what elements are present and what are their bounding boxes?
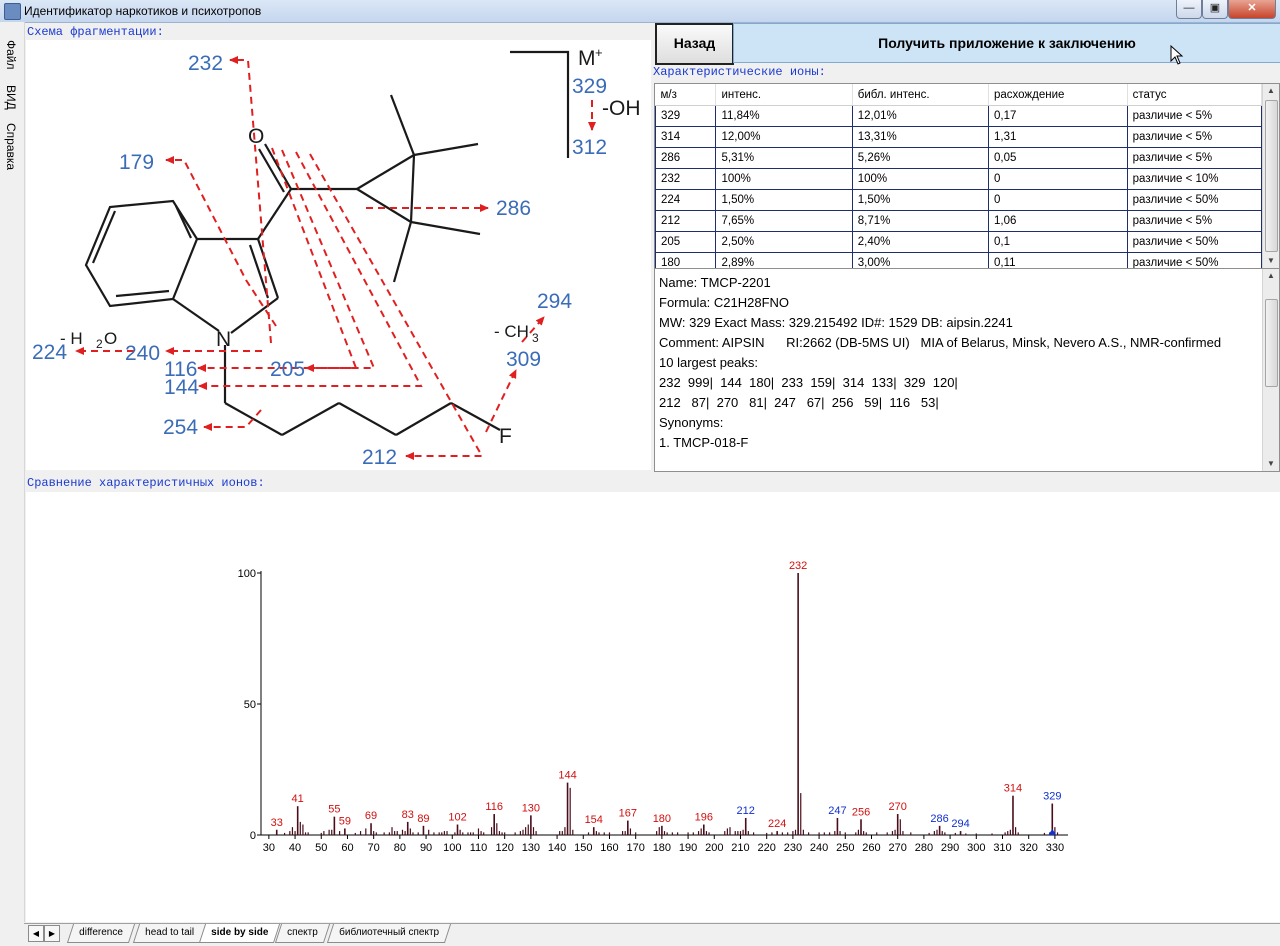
fragmentation-diagram: [26, 40, 651, 470]
peak-label: 247: [828, 804, 847, 817]
column-header[interactable]: интенс.: [716, 84, 852, 106]
x-tick-label: 150: [574, 842, 593, 854]
ion-212-label: 212: [362, 446, 398, 469]
peak-label: 154: [584, 814, 603, 827]
x-tick-label: 300: [967, 842, 986, 854]
x-tick-label: 290: [940, 842, 960, 854]
table-cell: 1,50%: [716, 190, 852, 211]
peak-label: 212: [736, 804, 755, 817]
window-title: Идентификатор наркотиков и психотропов: [24, 4, 262, 18]
table-cell: 7,65%: [716, 211, 852, 232]
peak-label: 256: [851, 806, 871, 819]
table-cell: различие < 5%: [1127, 148, 1261, 169]
x-tick-label: 60: [341, 842, 354, 854]
peak-label: 286: [930, 812, 949, 825]
x-tick-label: 210: [731, 842, 750, 854]
ion-232-label: 232: [188, 52, 224, 75]
info-line: 232 999| 144 180| 233 159| 314 133| 329 120|: [659, 375, 958, 390]
table-row[interactable]: [656, 190, 1262, 211]
table-cell: 13,31%: [852, 127, 988, 148]
table-cell: 205: [656, 232, 716, 253]
table-cell: 100%: [852, 169, 988, 190]
info-line: Synonyms:: [659, 415, 724, 430]
x-tick-label: 140: [547, 842, 567, 854]
x-tick-label: 270: [888, 842, 907, 854]
x-tick-label: 230: [783, 842, 803, 854]
table-cell: 0: [988, 169, 1127, 190]
chart-view-tabs: [24, 923, 1280, 946]
peak-label: 69: [364, 810, 378, 823]
atom-o-label: O: [248, 125, 265, 148]
table-row[interactable]: [656, 169, 1262, 190]
fragmentation-arrows: [76, 60, 592, 456]
peak-label: 144: [558, 769, 577, 782]
scroll-up-arrow-icon[interactable]: ▲: [1267, 271, 1275, 280]
x-tick-label: 40: [288, 842, 302, 854]
scroll-down-arrow-icon[interactable]: ▼: [1267, 459, 1275, 468]
x-tick-label: 320: [1019, 842, 1038, 854]
table-cell: различие < 10%: [1127, 169, 1261, 190]
info-line: Name: TMCP-2201: [659, 275, 771, 290]
table-cell: различие < 50%: [1127, 190, 1261, 211]
table-cell: 1,06: [988, 211, 1127, 232]
ion-116-label: 116: [164, 358, 198, 381]
table-cell: 2,50%: [716, 232, 852, 253]
peak-label: 102: [448, 811, 467, 824]
table-row[interactable]: [656, 106, 1262, 127]
x-tick-label: 250: [836, 842, 855, 854]
app-icon: [4, 3, 21, 20]
table-cell: 0,1: [988, 232, 1127, 253]
peak-label: 180: [652, 812, 672, 825]
ion-224-label: 224: [32, 341, 68, 364]
column-header[interactable]: расхождение: [988, 84, 1127, 106]
info-line: Formula: C21H28FNO: [659, 295, 790, 310]
ion-240-label: 240: [125, 342, 161, 365]
table-cell: 1,50%: [852, 190, 988, 211]
table-cell: различие < 5%: [1127, 106, 1261, 127]
info-panel-scrollbar[interactable]: [1262, 269, 1279, 471]
tab-head-to-tail[interactable]: head to tail: [133, 924, 206, 943]
scroll-up-arrow-icon[interactable]: ▲: [1267, 86, 1275, 95]
x-tick-label: 200: [705, 842, 724, 854]
fragment-labels: [32, 52, 607, 469]
back-button[interactable]: Назад: [655, 23, 734, 65]
ion-312-label: 312: [572, 136, 608, 159]
column-header[interactable]: м/з: [656, 84, 716, 106]
molecule-structure: [86, 95, 500, 435]
column-header[interactable]: библ. интенс.: [852, 84, 988, 106]
peak-label: 116: [485, 801, 503, 814]
peak-label: 59: [338, 815, 351, 828]
ion-286-label: 286: [496, 197, 532, 220]
peak-label: 294: [951, 818, 970, 831]
tab-side-by-side[interactable]: side by side: [199, 924, 280, 943]
mouse-cursor-icon: [1170, 45, 1184, 65]
peak-label: 270: [888, 801, 907, 814]
characteristic-ions-table: [654, 83, 1280, 269]
compound-info-panel: [654, 268, 1280, 472]
peak-label: 55: [328, 803, 341, 816]
minimize-button[interactable]: —: [1176, 0, 1202, 19]
x-tick-label: 80: [393, 842, 406, 854]
table-cell: 8,71%: [852, 211, 988, 232]
m-plus-label: M: [578, 47, 596, 70]
scheme-section-label: Схема фрагментации:: [27, 25, 164, 39]
vertical-menu-bar: [0, 22, 25, 922]
peak-label: 196: [694, 811, 713, 824]
loss-h2o-suffix: O: [104, 329, 118, 348]
table-row[interactable]: [656, 127, 1262, 148]
table-cell: 0,11: [988, 253, 1127, 270]
x-tick-label: 90: [419, 842, 433, 854]
mass-spectrum-chart: [26, 492, 1280, 922]
table-cell: 212: [656, 211, 716, 232]
atom-n-label: N: [216, 328, 232, 351]
m-plus-charge: +: [595, 45, 603, 60]
x-tick-label: 240: [809, 842, 829, 854]
table-cell: различие < 50%: [1127, 253, 1261, 270]
menu-view[interactable]: ВИД: [4, 85, 18, 110]
y-tick-label: 50: [243, 699, 256, 711]
x-tick-label: 30: [262, 842, 275, 854]
x-tick-label: 330: [1045, 842, 1065, 854]
info-line: MW: 329 Exact Mass: 329.215492 ID#: 1529 DB: aipsin.2241: [659, 315, 1013, 330]
loss-ch3-sub: 3: [532, 331, 539, 345]
table-cell: 180: [656, 253, 716, 270]
x-tick-label: 130: [521, 842, 541, 854]
ion-254-label: 254: [163, 416, 199, 439]
peak-label: 130: [521, 802, 541, 815]
y-tick-label: 0: [249, 830, 256, 842]
info-line: Comment: AIPSIN RI:2662 (DB-5MS UI) MIA of Belarus, Minsk, Nevero A.S., NMR-confirmed: [659, 335, 1222, 350]
x-tick-label: 120: [495, 842, 514, 854]
table-cell: 0,05: [988, 148, 1127, 169]
x-tick-label: 310: [993, 842, 1012, 854]
info-line: 10 largest peaks:: [659, 355, 759, 370]
x-tick-label: 280: [914, 842, 934, 854]
table-cell: 5,31%: [716, 148, 852, 169]
peak-label: 167: [618, 807, 637, 820]
ion-144-label: 144: [164, 376, 200, 399]
peak-label: 224: [767, 818, 787, 831]
info-line: 1. TMCP-018-F: [659, 435, 749, 450]
tab-spectrum[interactable]: спектр: [275, 924, 330, 943]
peak-label: 329: [1043, 790, 1062, 803]
table-cell: различие < 5%: [1127, 127, 1261, 148]
x-tick-label: 160: [600, 842, 619, 854]
ions-table-scrollbar[interactable]: [1262, 84, 1279, 268]
tab-scroll-left-icon[interactable]: ◀: [28, 925, 44, 942]
ions-section-label: Характеристические ионы:: [653, 65, 826, 79]
table-cell: 314: [656, 127, 716, 148]
table-cell: 11,84%: [716, 106, 852, 127]
table-cell: 12,00%: [716, 127, 852, 148]
loss-h2o-sub: 2: [96, 337, 103, 351]
table-cell: 3,00%: [852, 253, 988, 270]
loss-ch3-prefix: - CH: [494, 322, 529, 341]
table-cell: 329: [656, 106, 716, 127]
ion-179-label: 179: [119, 151, 155, 174]
table-cell: 224: [656, 190, 716, 211]
peak-label: 33: [270, 816, 283, 829]
maximize-button[interactable]: ▣: [1202, 0, 1228, 19]
table-cell: 1,31: [988, 127, 1127, 148]
scroll-thumb[interactable]: [1265, 299, 1278, 387]
scroll-down-arrow-icon[interactable]: ▼: [1267, 256, 1275, 265]
y-tick-label: 100: [237, 568, 256, 580]
table-cell: 12,01%: [852, 106, 988, 127]
x-tick-label: 110: [469, 842, 488, 854]
column-header[interactable]: статус: [1127, 84, 1261, 106]
x-tick-label: 180: [652, 842, 672, 854]
table-cell: различие < 50%: [1127, 232, 1261, 253]
table-row[interactable]: [656, 253, 1262, 270]
close-button[interactable]: ✕: [1228, 0, 1276, 19]
tab-scroll-right-icon[interactable]: ▶: [44, 925, 60, 942]
table-cell: 2,40%: [852, 232, 988, 253]
x-tick-label: 220: [757, 842, 776, 854]
x-tick-label: 190: [678, 842, 698, 854]
peak-label: 89: [417, 812, 430, 825]
comparison-section-label: Сравнение характеристичных ионов:: [27, 476, 265, 490]
atom-f-label: F: [499, 425, 512, 448]
x-tick-label: 100: [443, 842, 462, 854]
tab-difference[interactable]: difference: [67, 924, 135, 943]
peak-label: 83: [401, 808, 414, 821]
x-tick-label: 50: [315, 842, 328, 854]
table-row[interactable]: [656, 232, 1262, 253]
table-cell: 286: [656, 148, 716, 169]
peak-label: 314: [1003, 782, 1023, 795]
table-cell: 232: [656, 169, 716, 190]
peak-label: 41: [291, 793, 304, 806]
title-bar: [0, 0, 1280, 23]
fragmentation-scheme: [26, 40, 651, 470]
x-tick-label: 170: [626, 842, 645, 854]
table-cell: 0,17: [988, 106, 1127, 127]
ion-309-label: 309: [506, 348, 542, 371]
molecular-ion-bracket: [510, 52, 568, 158]
table-row[interactable]: [656, 211, 1262, 232]
atom-and-loss-labels: [60, 45, 641, 448]
menu-help[interactable]: Справка: [4, 123, 18, 171]
ion-329-label: 329: [572, 75, 608, 98]
spectrum-plot: [26, 492, 1280, 922]
tab-library-spectrum[interactable]: библиотечный спектр: [327, 924, 451, 943]
loss-oh-label: -OH: [602, 97, 641, 120]
table-cell: 5,26%: [852, 148, 988, 169]
info-line: 212 87| 270 81| 247 67| 256 59| 116 53|: [659, 395, 939, 410]
menu-file[interactable]: Файл: [4, 40, 18, 70]
table-cell: 100%: [716, 169, 852, 190]
scroll-thumb[interactable]: [1265, 100, 1278, 252]
x-tick-label: 70: [367, 842, 380, 854]
table-cell: различие < 5%: [1127, 211, 1261, 232]
ion-205-label: 205: [270, 358, 306, 381]
table-row[interactable]: [656, 148, 1262, 169]
peak-label: 232: [788, 560, 808, 572]
ion-294-label: 294: [537, 290, 573, 313]
x-tick-label: 260: [862, 842, 881, 854]
get-appendix-button[interactable]: Получить приложение к заключению: [733, 23, 1280, 63]
table-cell: 0: [988, 190, 1127, 211]
table-cell: 2,89%: [716, 253, 852, 270]
loss-h2o-prefix: - H: [60, 329, 83, 348]
